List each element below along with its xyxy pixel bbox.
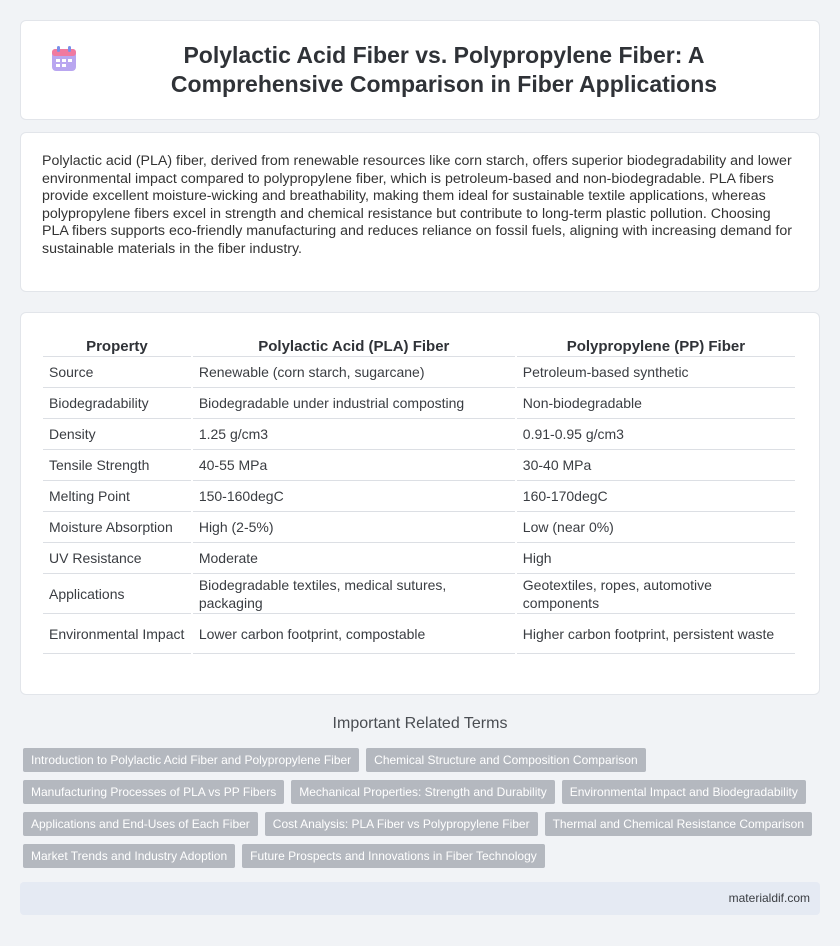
table-row <box>43 450 795 481</box>
header-pp: Polypropylene (PP) Fiber <box>517 333 795 357</box>
property-cell: Applications <box>43 574 191 614</box>
footer <box>20 882 820 915</box>
intro-paragraph: Polylactic acid (PLA) fiber, derived from renewable resources like corn starch, offers superior biodegradability and lower environmental impact compared to polypropylene fiber, which is petroleum-based and non-biodegradable. PLA fibers provide excellent moisture-wicking and breathability, making them ideal for sustainable textile applications, whereas polypropylene fibers excel in strength and chemical resistance but contribute to long-term plastic pollution. Choosing PLA fibers supports eco-friendly manufacturing and reduces reliance on fossil fuels, aligning with increasing demand for sustainable materials in the fiber industry. <box>42 153 792 257</box>
pp-cell: Petroleum-based synthetic <box>517 357 795 388</box>
pla-cell: 1.25 g/cm3 <box>193 419 515 450</box>
related-term-tag[interactable]: Thermal and Chemical Resistance Comparison <box>545 812 812 836</box>
pp-cell: High <box>517 543 795 574</box>
related-term-tag[interactable]: Mechanical Properties: Strength and Durability <box>291 780 554 804</box>
table-row <box>43 481 795 512</box>
pp-cell: Non-biodegradable <box>517 388 795 419</box>
related-term-tag[interactable]: Environmental Impact and Biodegradability <box>562 780 806 804</box>
related-term-tag[interactable]: Applications and End-Uses of Each Fiber <box>23 812 258 836</box>
property-cell: Density <box>43 419 191 450</box>
related-term-tag[interactable]: Market Trends and Industry Adoption <box>23 844 235 868</box>
property-cell: Melting Point <box>43 481 191 512</box>
pla-cell: High (2-5%) <box>193 512 515 543</box>
property-cell: UV Resistance <box>43 543 191 574</box>
page-title: Polylactic Acid Fiber vs. Polypropylene Fiber: A Comprehensive Comparison in Fiber Applications <box>170 42 718 97</box>
property-cell: Moisture Absorption <box>43 512 191 543</box>
property-cell: Biodegradability <box>43 388 191 419</box>
pp-cell: Geotextiles, ropes, automotive components <box>517 574 795 614</box>
comparison-table <box>41 333 797 654</box>
pla-cell: 40-55 MPa <box>193 450 515 481</box>
table-row <box>43 614 795 654</box>
header-property: Property <box>43 333 191 357</box>
pla-cell: Biodegradable textiles, medical sutures, packaging <box>193 574 515 614</box>
related-terms-heading: Important Related Terms <box>332 715 508 732</box>
table-row <box>43 543 795 574</box>
calendar-icon <box>50 45 78 73</box>
table-row <box>43 419 795 450</box>
table-row <box>43 388 795 419</box>
pla-cell: Renewable (corn starch, sugarcane) <box>193 357 515 388</box>
intro-card <box>20 132 820 292</box>
related-term-tag[interactable]: Chemical Structure and Composition Comparison <box>366 748 645 772</box>
pla-cell: Lower carbon footprint, compostable <box>193 614 515 654</box>
property-cell: Source <box>43 357 191 388</box>
property-cell: Environmental Impact <box>43 614 191 654</box>
pla-cell: Moderate <box>193 543 515 574</box>
related-term-tag[interactable]: Future Prospects and Innovations in Fiber Technology <box>242 844 545 868</box>
site-link[interactable]: materialdif.com <box>728 891 810 905</box>
table-row <box>43 512 795 543</box>
pp-cell: 0.91-0.95 g/cm3 <box>517 419 795 450</box>
related-term-tag[interactable]: Introduction to Polylactic Acid Fiber and Polypropylene Fiber <box>23 748 359 772</box>
pp-cell: 30-40 MPa <box>517 450 795 481</box>
pla-cell: Biodegradable under industrial composting <box>193 388 515 419</box>
pp-cell: Low (near 0%) <box>517 512 795 543</box>
comparison-table-card <box>20 312 820 695</box>
header-pla: Polylactic Acid (PLA) Fiber <box>193 333 515 357</box>
related-terms-list <box>23 748 823 876</box>
related-term-tag[interactable]: Manufacturing Processes of PLA vs PP Fibers <box>23 780 284 804</box>
title-card <box>20 20 820 120</box>
table-row <box>43 574 795 614</box>
pp-cell: 160-170degC <box>517 481 795 512</box>
table-row <box>43 357 795 388</box>
property-cell: Tensile Strength <box>43 450 191 481</box>
table-header-row <box>43 333 795 357</box>
related-term-tag[interactable]: Cost Analysis: PLA Fiber vs Polypropylene Fiber <box>265 812 538 836</box>
pp-cell: Higher carbon footprint, persistent waste <box>517 614 795 654</box>
pla-cell: 150-160degC <box>193 481 515 512</box>
